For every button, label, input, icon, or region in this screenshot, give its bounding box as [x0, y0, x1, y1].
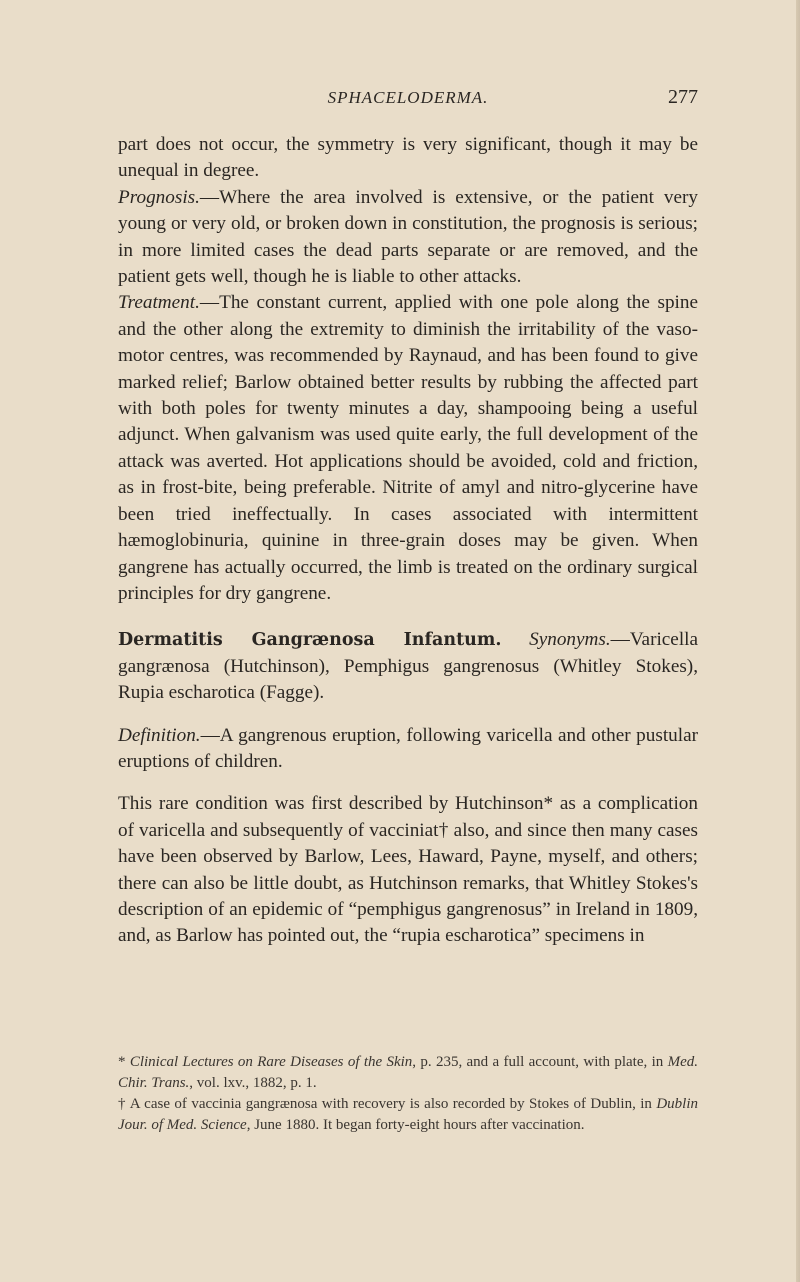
footnote-text: , vol. lxv., 1882, p. 1.	[189, 1075, 317, 1091]
body-text	[118, 132, 698, 950]
footnote-text: † A case of vaccinia gangrænosa with recovery is also recorded by Stokes of Dublin, in	[118, 1096, 657, 1112]
running-head: SPHACELODERMA.	[327, 88, 489, 107]
footnote-journal: Med. Chir. Trans.	[118, 1054, 698, 1091]
paragraph-text: This rare condition was first described by Hutchinson* as a complication of varicella and subsequently of vacciniat† also, and since then many cases have been observed by Barlow, Lees, Haward, Payne, myself, and others; there can also be little doubt, as Hutchinson remarks, that Whitley Stokes's description of an epidemic of “pemphigus gangrenosus” in Ireland in 1809, and, as Barlow has pointed out, the “rupia escharotica” specimens in	[118, 793, 698, 947]
paragraph-prognosis	[118, 185, 698, 291]
paragraph-definition	[118, 723, 698, 776]
paragraph-treatment	[118, 290, 698, 607]
section-title-dermatitis: Dermatitis Gangrænosa Infantum.	[118, 630, 502, 651]
footnote-text: , p. 235, and a full account, with plate, in	[412, 1054, 668, 1070]
footnote-1	[118, 1052, 698, 1094]
page-edge	[796, 0, 800, 1282]
footnote-2	[118, 1094, 698, 1136]
page-header	[118, 86, 698, 112]
footnote-mark: *	[118, 1054, 130, 1070]
footnote-journal: Dublin Jour. of Med. Science	[118, 1096, 698, 1133]
section-label-definition: Definition.	[118, 724, 201, 746]
section-label-treatment: Treatment.	[118, 292, 200, 314]
paragraph-text: part does not occur, the symmetry is very significant, though it may be unequal in degree.	[118, 134, 698, 182]
section-label-prognosis: Prognosis.	[118, 186, 200, 208]
footnote-citation-title: Clinical Lectures on Rare Diseases of the Skin	[129, 1054, 413, 1070]
paragraph-text: —Varicella gangrænosa (Hutchinson), Pemphigus gangrenosus (Whitley Stokes), Rupia escharotica (Fagge).	[118, 629, 699, 704]
footnote-text: , June 1880. It began forty-eight hours after vaccination.	[246, 1117, 585, 1133]
paragraph-continuation	[118, 132, 698, 185]
page-number: 277	[668, 86, 698, 108]
paragraph-text: —The constant current, applied with one pole along the spine and the other along the extremity to diminish the irritability of the vaso-motor centres, was recommended by Raynaud, and has been found to give marked relief; Barlow obtained better results by rubbing the affected part with both poles for twenty minutes a day, shampooing being a useful adjunct. When galvanism was used quite early, the full development of the attack was averted. Hot applications should be avoided, cold and friction, as in frost-bite, being preferable. Nitrite of amyl and nitro-glycerine have been tried ineffectually. In cases associated with intermittent hæmoglobinuria, quinine in three-grain doses may be given. When gangrene has actually occurred, the limb is treated on the ordinary surgical principles for dry gangrene.	[118, 292, 698, 604]
section-label-synonyms: Synonyms.	[529, 629, 611, 651]
paragraph-text: —Where the area involved is extensive, or the patient very young or very old, or broken down in constitution, the prognosis is serious; in more limited cases the dead parts separate or are removed, and the patient gets well, though he is liable to other attacks.	[118, 186, 698, 288]
paragraph-dermatitis	[118, 627, 698, 706]
paragraph-text: —A gangrenous eruption, following varicella and other pustular eruptions of children.	[118, 724, 698, 772]
paragraph-history	[118, 791, 698, 949]
footnotes	[118, 1052, 698, 1136]
